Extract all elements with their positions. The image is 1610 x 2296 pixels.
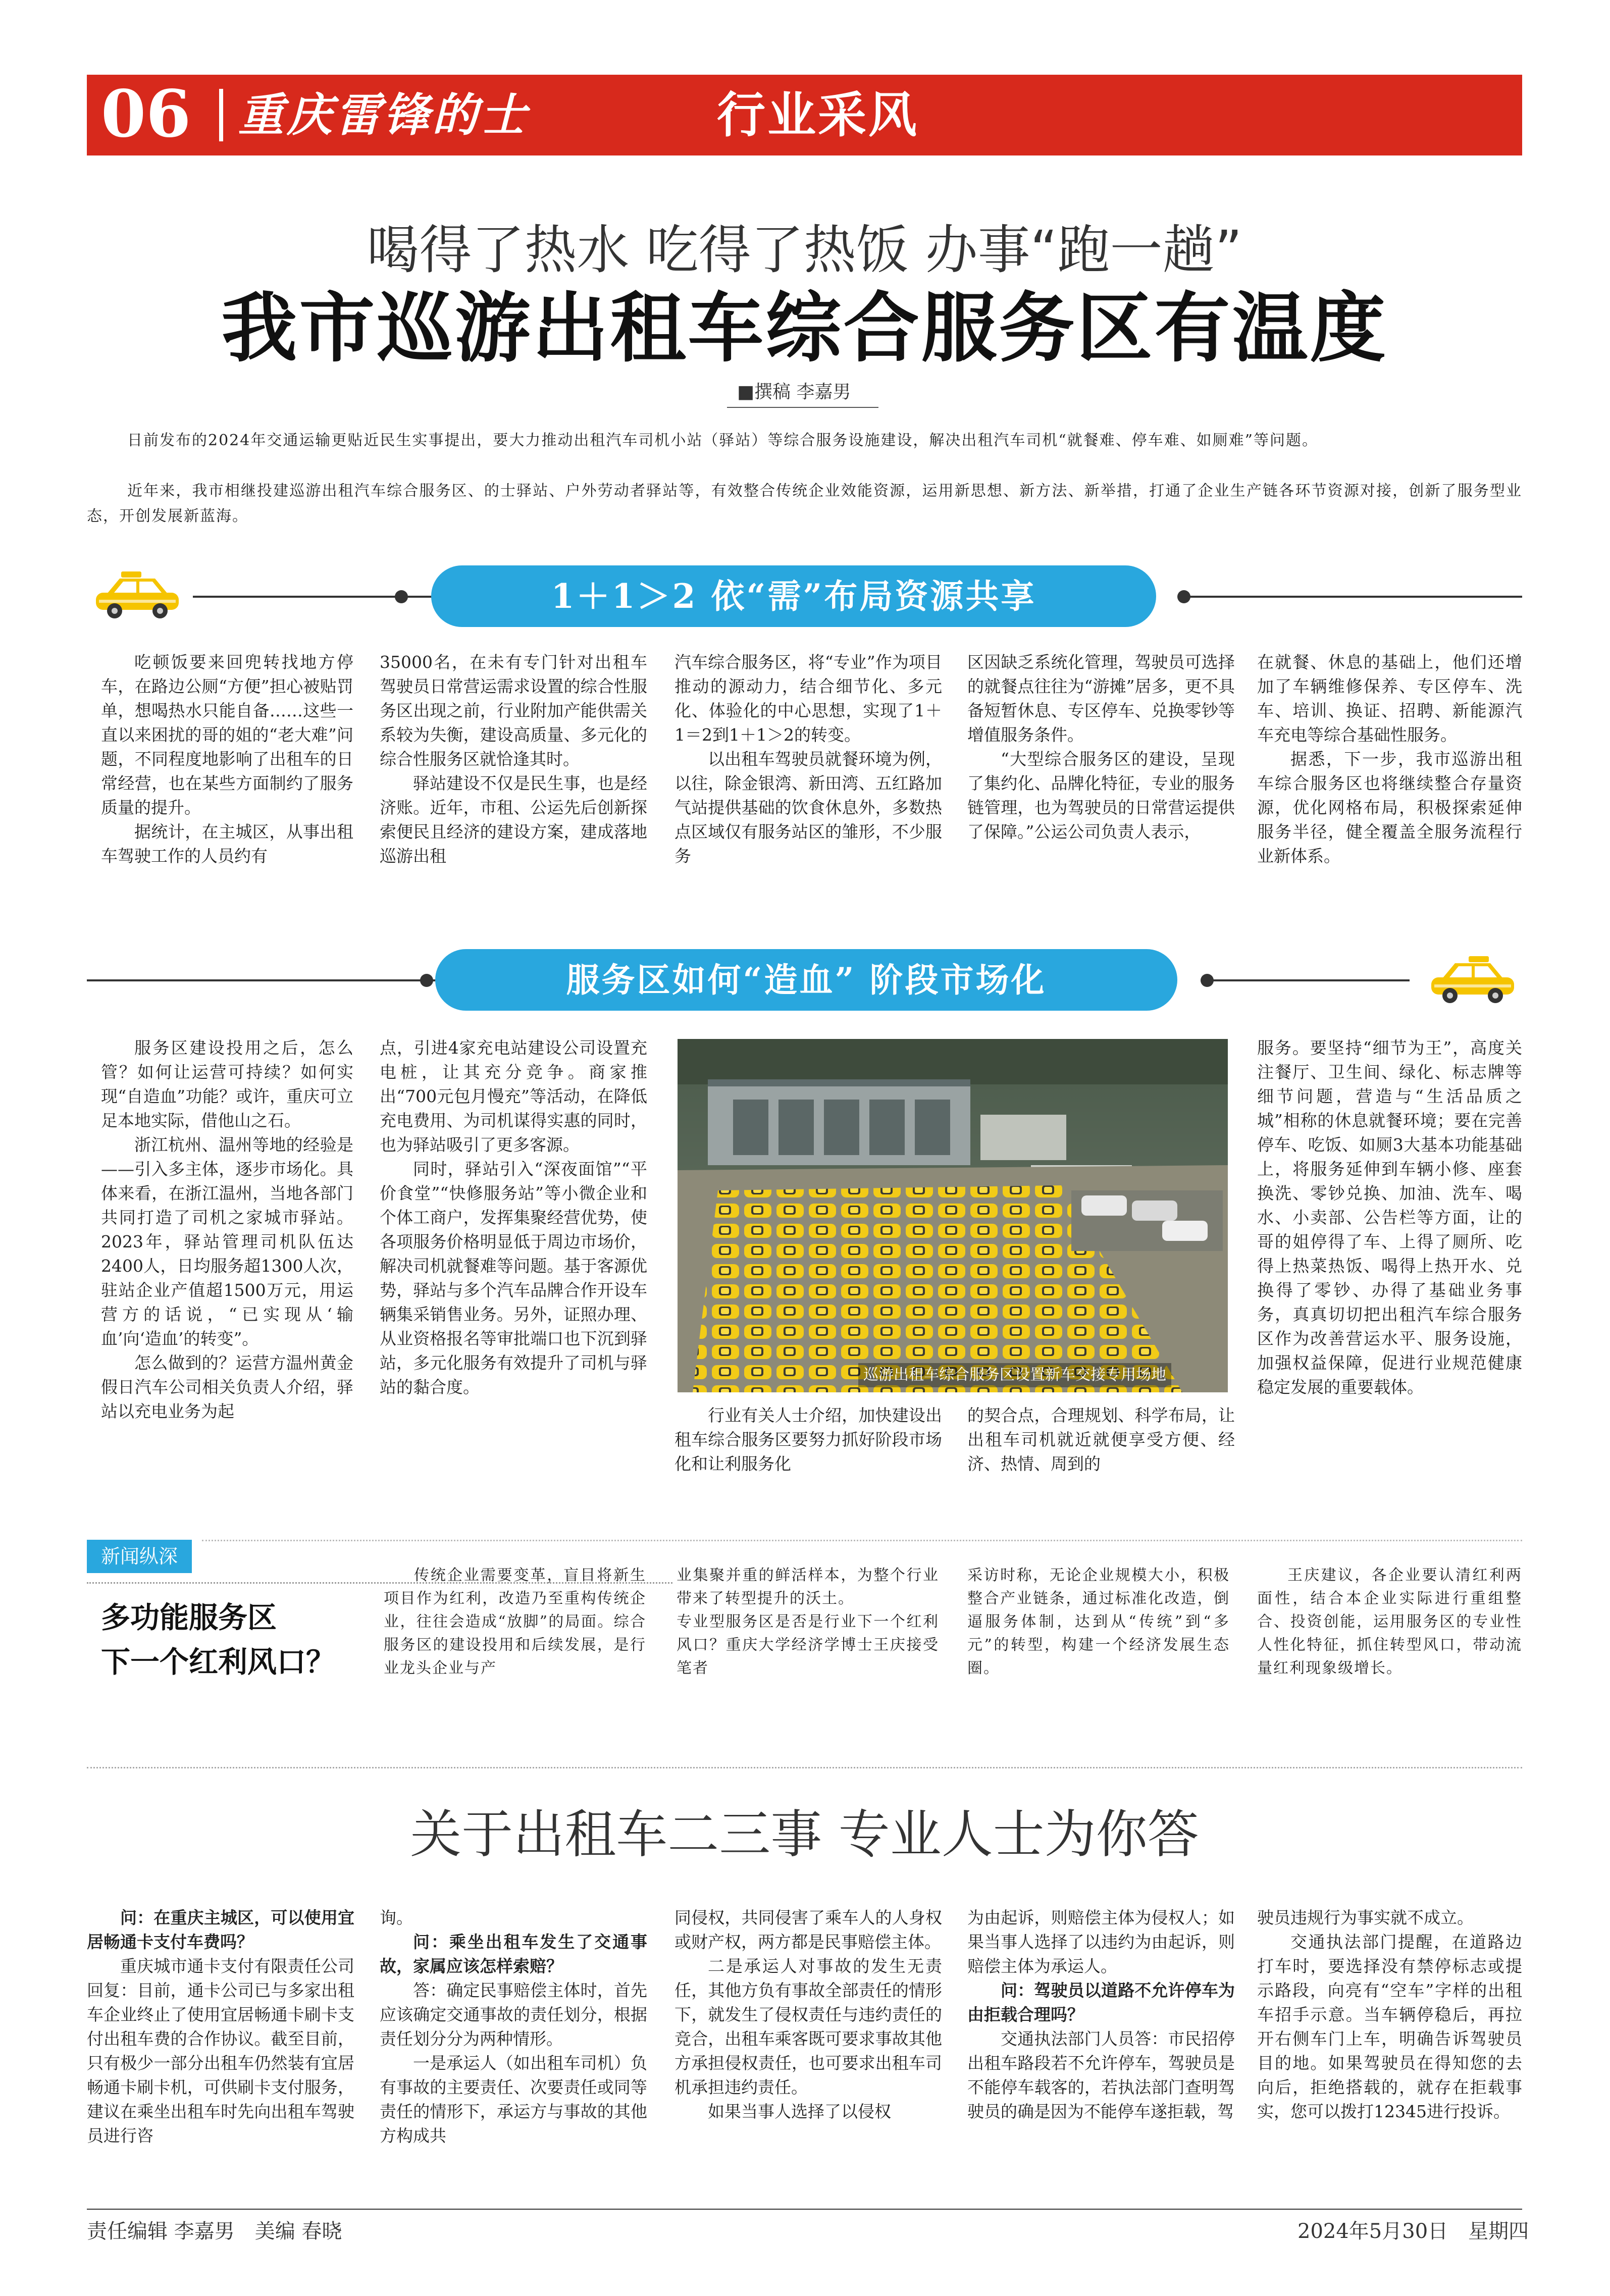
news-top-rule bbox=[202, 1540, 1522, 1541]
qa-col3 bbox=[674, 1906, 942, 2124]
photo-illustration bbox=[678, 1039, 1228, 1392]
news-col1: 传统企业需要变革，盲目将新生项目作为红利，改造乃至重构传统企业，往往会造成“放脚”的局面。综合服务区的建设投用和后续发展，是行业龙头企业与产 bbox=[384, 1567, 646, 1677]
section2-col4 bbox=[967, 1403, 1235, 1476]
paragraph: 行业有关人士介绍，加快建设出租车综合服务区要努力抓好阶段市场化和让利服务化 bbox=[674, 1405, 942, 1474]
qa-answer: 重庆城市通卡支付有限责任公司回复：目前，通卡公司已与多家出租车企业终止了使用宜居畅通卡刷卡支付出租车费的合作协议。截至目前，只有极少一部分出租车仍然装有宜居畅通卡刷卡机，可供刷卡支付服务，建议在乘坐出租车时先向出租车驾驶员进行咨 bbox=[87, 1956, 354, 2146]
section1-col5 bbox=[1257, 650, 1522, 868]
news-col4: 王庆建议，各企业要认清红利两面性，结合本企业实际进行重组整合、投资创能，运用服务区的专业性人性化特征，抓住转型风口，带动流量红利现象级增长。 bbox=[1257, 1567, 1522, 1677]
news-title-line2: 下一个红利风口？ bbox=[101, 1645, 336, 1679]
banner-dot-left bbox=[420, 974, 433, 987]
photo-caption: 巡游出租车综合服务区设置新车交接专用场地 bbox=[858, 1363, 1171, 1387]
paper-name: 重庆雷锋的士 bbox=[238, 88, 529, 142]
section2-col2 bbox=[380, 1036, 647, 1399]
paragraph: 服务区建设投用之后，怎么管？如何让运营可持续？如何实现“自造血”功能？或许，重庆可立足本地实际，借他山之石。 bbox=[101, 1038, 353, 1130]
paragraph: 汽车综合服务区，将“专业”作为项目推动的源动力，结合细节化、多元化、体验化的中心思想，实现了1＋1＝2到1＋1＞2的转变。 bbox=[674, 652, 942, 745]
banner-rule-right bbox=[1182, 596, 1522, 598]
paragraph: 的契合点，合理规划、科学布局，让出租车司机就近就便享受方便、经济、热情、周到的 bbox=[967, 1405, 1235, 1474]
qa-answer: 驶员违规行为事实就不成立。 bbox=[1257, 1908, 1474, 1927]
paragraph: 在就餐、休息的基础上，他们还增加了车辆维修保养、专区停车、洗车、培训、换证、招聘、新能源汽车充电等综合基础性服务。 bbox=[1257, 652, 1522, 745]
section1-title: 1＋1＞2 依“需”布局资源共享 bbox=[431, 565, 1156, 627]
qa-title: 关于出租车二三事 专业人士为你答 bbox=[410, 1805, 1199, 1865]
news-bottom-rule bbox=[87, 1767, 1522, 1768]
news-tag: 新闻纵深 bbox=[87, 1540, 192, 1573]
news-title-line1: 多功能服务区 bbox=[101, 1600, 277, 1635]
article-byline: ■撰稿 李嘉男 bbox=[737, 382, 851, 402]
qa-answer: 答：确定民事赔偿主体时，首先应该确定交通事故的责任划分，根据责任划分分为两种情形。 bbox=[380, 1980, 647, 2049]
footer-date: 2024年5月30日 星期四 bbox=[1297, 2220, 1529, 2243]
paragraph: 据统计，在主城区，从事出租车驾驶工作的人员约有 bbox=[101, 822, 353, 866]
section1-col1 bbox=[101, 650, 353, 868]
qa-question: 问：驾驶员以道路不允许停车为由拒载合理吗？ bbox=[967, 1980, 1235, 2024]
news-title bbox=[101, 1595, 335, 1684]
masthead-divider bbox=[219, 89, 223, 141]
news-col3: 采访时称，无论企业规模大小，积极整合产业链条，通过标准化改造，倒逼服务体制，达到从“传统”到“多元”的转型，构建一个经济发展生态圈。 bbox=[967, 1567, 1230, 1677]
paragraph: 怎么做到的？运营方温州黄金假日汽车公司相关负责人介绍，驿站以充电业务为起 bbox=[101, 1353, 353, 1421]
paragraph: 区因缺乏系统化管理，驾驶员可选择的就餐点往往为“游摊”居多，更不具备短暂休息、专区停车、兑换零钞等增值服务条件。 bbox=[967, 652, 1235, 745]
qa-col2 bbox=[380, 1906, 647, 2148]
qa-col5 bbox=[1257, 1906, 1522, 2124]
lead-paragraph-1: 日前发布的2024年交通运输更贴近民生实事提出，要大力推动出租汽车司机小站（驿站）等综合服务设施建设，解决出租汽车司机“就餐难、停车难、如厕难”等问题。 bbox=[127, 432, 1319, 449]
banner-dot-left bbox=[395, 590, 408, 603]
banner-rule-left bbox=[193, 596, 460, 598]
section2-col1 bbox=[101, 1036, 353, 1424]
qa-question: 问：乘坐出租车发生了交通事故，家属应该怎样索赔？ bbox=[380, 1932, 647, 1976]
page-number: 06 bbox=[101, 76, 191, 152]
section2-col3 bbox=[674, 1403, 942, 1476]
section-name: 行业采风 bbox=[717, 86, 919, 143]
footer-editors: 责任编辑 李嘉男 美编 春晓 bbox=[87, 2220, 342, 2243]
qa-answer: 为由起诉，则赔偿主体为侵权人；如果当事人选择了以违约为由起诉，则赔偿主体为承运人。 bbox=[967, 1908, 1235, 1976]
section2-col5 bbox=[1257, 1036, 1522, 1399]
qa-answer: 二是承运人对事故的发生无责任，其他方负有事故全部责任的情形下，就发生了侵权责任与违约责任的竞合，出租车乘客既可要求事故其他方承担侵权责任，也可要求出租车司机承担违约责任。 bbox=[674, 1956, 942, 2097]
qa-answer: 交通执法部门提醒，在道路边打车时，要选择没有禁停标志或提示路段，向亮有“空车”字样的出租车招手示意。当车辆停稳后，再拉开右侧车门上车，明确告诉驾驶员目的地。如果驾驶员在得知您的去向后，拒绝搭载的，就存在拒载事实，您可以拨打12345进行投诉。 bbox=[1257, 1932, 1522, 2121]
qa-col4 bbox=[967, 1906, 1235, 2124]
section1-col3 bbox=[674, 650, 942, 868]
qa-answer: 同侵权，共同侵害了乘车人的人身权或财产权，两方都是民事赔偿主体。 bbox=[674, 1908, 942, 1952]
byline-underline bbox=[727, 407, 878, 408]
taxi-icon bbox=[1427, 954, 1518, 1005]
qa-answer: 询。 bbox=[380, 1908, 413, 1927]
paragraph: 驿站建设不仅是民生事，也是经济账。近年，市租、公运先后创新探索便民且经济的建设方案，建成落地巡游出租 bbox=[380, 773, 647, 866]
qa-answer: 交通执法部门人员答：市民招停出租车路段若不允许停车，驾驶员是不能停车载客的，若执法部门查明驾驶员的确是因为不能停车遂拒载，驾 bbox=[967, 2029, 1235, 2121]
article-headline: 我市巡游出租车综合服务区有温度 bbox=[221, 284, 1388, 373]
qa-col1 bbox=[87, 1906, 354, 2148]
footer-rule bbox=[87, 2209, 1522, 2210]
paragraph: 吃顿饭要来回兜转找地方停车，在路边公厕“方便”担心被贴罚单，想喝热水只能自备……这些一直以来困扰的哥的姐的“老大难”问题，不同程度地影响了出租车的日常经营，也在某些方面制约了服务质量的提升。 bbox=[101, 652, 353, 817]
banner-rule-left bbox=[87, 979, 435, 981]
paragraph: 以出租车驾驶员就餐环境为例，以往，除金银湾、新田湾、五红路加气站提供基础的饮食休息外，多数热点区域仅有服务站区的雏形，不少服务 bbox=[674, 749, 942, 866]
banner-rule-right bbox=[1208, 979, 1410, 981]
section2-banner bbox=[87, 949, 1522, 1020]
section1-col4 bbox=[967, 650, 1235, 844]
qa-answer: 一是承运人（如出租车司机）负有事故的主要责任、次要责任或同等责任的情形下，承运方与事故的其他方构成共 bbox=[380, 2053, 647, 2146]
paragraph: 浙江杭州、温州等地的经验是——引入多主体，逐步市场化。具体来看，在浙江温州，当地各部门共同打造了司机之家城市驿站。2023年，驿站管理司机队伍达2400人，日均服务超1300人次，驻站企业产值超1500万元，用运营方的话说，“已实现从‘输血’向‘造血’的转变”。 bbox=[101, 1135, 353, 1348]
news-col2: 业集聚并重的鲜活样本，为整个行业带来了转型提升的沃土。 专业型服务区是否是行业下一个红利风口？重庆大学经济学博士王庆接受笔者 bbox=[677, 1567, 939, 1677]
taxi-lot-photo bbox=[678, 1039, 1228, 1392]
section1-banner bbox=[87, 565, 1522, 636]
paragraph: 同时，驿站引入“深夜面馆”“平价食堂”“快修服务站”等小微企业和个体工商户，发挥集聚经营优势，使各项服务价格明显低于周边市场价，解决司机就餐难等问题。基于客源优势，驿站与多个汽车品牌合作开设车辆集采销售业务。另外，证照办理、从业资格报名等审批端口也下沉到驿站，多元化服务有效提升了司机与驿站的黏合度。 bbox=[380, 1159, 647, 1397]
section1-col2 bbox=[380, 650, 647, 868]
section2-title: 服务区如何“造血” 阶段市场化 bbox=[435, 949, 1177, 1011]
paragraph: “大型综合服务区的建设，呈现了集约化、品牌化特征，专业的服务链管理，也为驾驶员的日常营运提供了保障。”公运公司负责人表示， bbox=[967, 749, 1235, 842]
lead-paragraph-2: 近年来，我市相继投建巡游出租汽车综合服务区、的士驿站、户外劳动者驿站等，有效整合传统企业效能资源，运用新思想、新方法、新举措，打通了企业生产链各环节资源对接，创新了服务型业态，开创发展新蓝海。 bbox=[87, 482, 1522, 525]
qa-question: 问：在重庆主城区，可以使用宜居畅通卡支付车费吗？ bbox=[87, 1908, 354, 1952]
taxi-icon bbox=[92, 569, 183, 620]
masthead bbox=[87, 75, 1522, 155]
article-kicker: 喝得了热水 吃得了热饭 办事“跑一趟” bbox=[367, 219, 1242, 281]
paragraph: 服务。要坚持“细节为王”，高度关注餐厅、卫生间、绿化、标志牌等细节问题，营造与“生活品质之城”相称的休息就餐环境；要在完善停车、吃饭、如厕3大基本功能基础上，将服务延伸到车辆小修、座套换洗、零钞兑换、加油、洗车、喝水、小卖部、公告栏等方面，让的哥的姐停得了车、上得了厕所、吃得上热菜热饭、喝得上热开水、兑换得了零钞、办得了基础业务事务，真真切切把出租汽车综合服务区作为改善营运水平、服务设施，加强权益保障，促进行业规范健康稳定发展的重要载体。 bbox=[1257, 1038, 1522, 1397]
paragraph: 点，引进4家充电站建设公司设置充电桩，让其充分竞争。商家推出“700元包月慢充”等活动，在降低充电费用、为司机谋得实惠的同时，也为驿站吸引了更多客源。 bbox=[380, 1038, 647, 1155]
paragraph: 据悉，下一步，我市巡游出租车综合服务区也将继续整合存量资源，优化网格布局，积极探索延伸服务半径，健全覆盖全服务流程行业新体系。 bbox=[1257, 749, 1522, 866]
qa-answer: 如果当事人选择了以侵权 bbox=[708, 2102, 891, 2121]
paragraph: 35000名，在未有专门针对出租车驾驶员日常营运需求设置的综合性服务区出现之前，行业附加产能供需关系较为失衡，建设高质量、多元化的综合性服务区就恰逢其时。 bbox=[380, 652, 647, 769]
